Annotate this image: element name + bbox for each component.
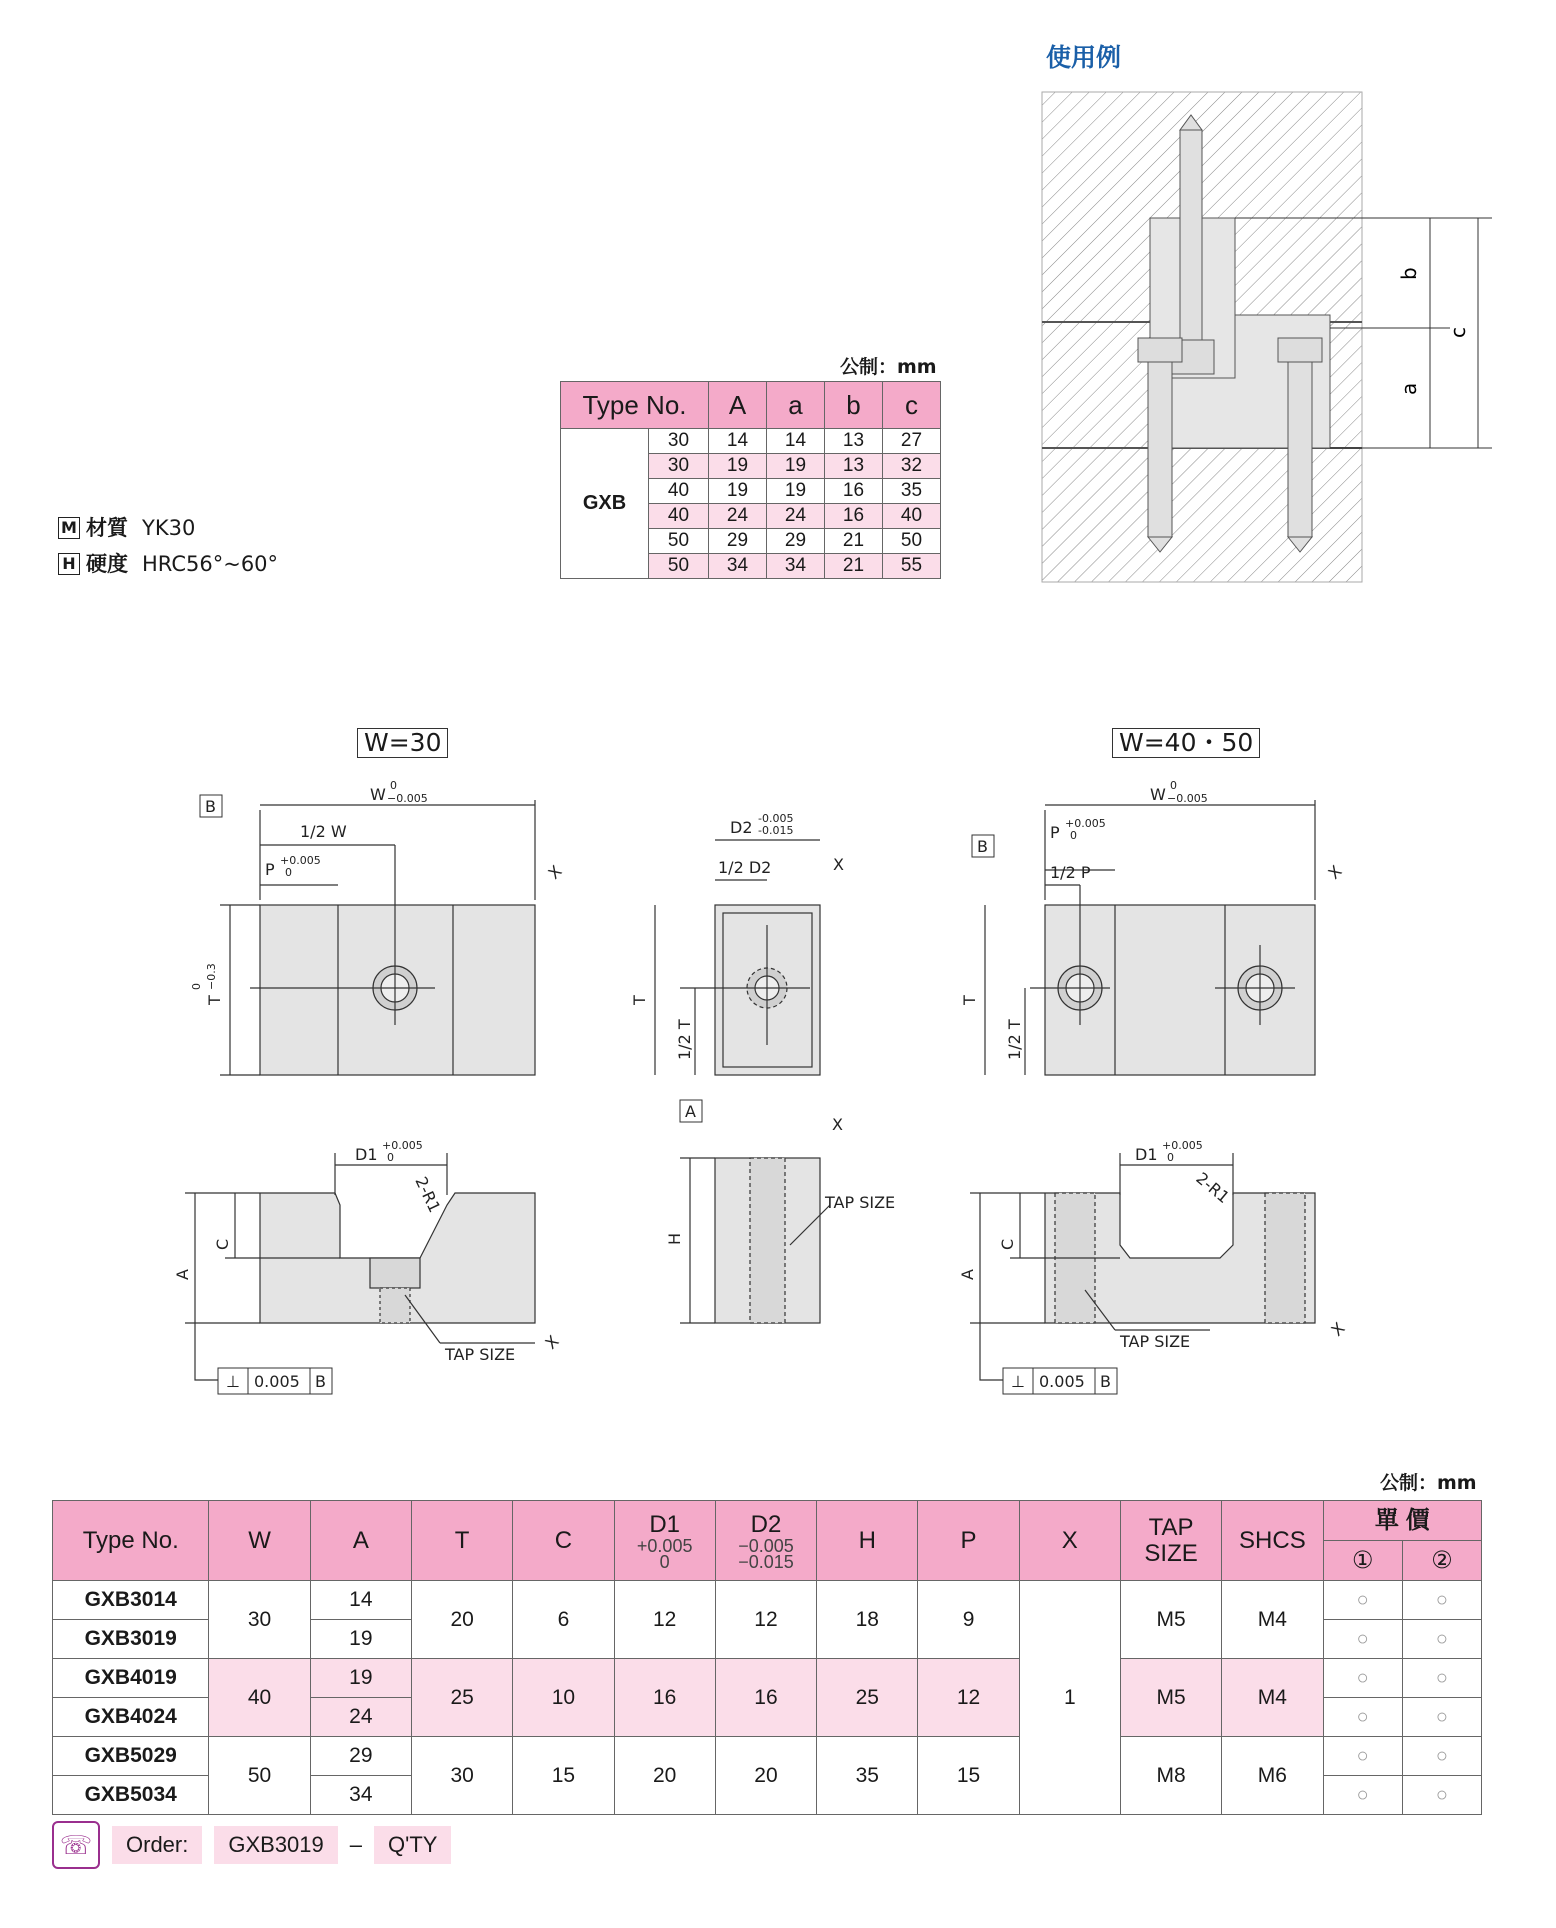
spec-label: 硬度 bbox=[86, 552, 128, 576]
dim-tol: +0.005 bbox=[1162, 1139, 1203, 1152]
table-cell: 40 bbox=[649, 479, 709, 504]
model-cell: GXB4019 bbox=[53, 1659, 209, 1698]
dim-tol: −0.3 bbox=[205, 963, 218, 990]
price-2-checkbox[interactable]: ○ bbox=[1402, 1659, 1481, 1698]
dim-tol: 0 bbox=[390, 779, 397, 792]
table-cell: 32 bbox=[883, 454, 941, 479]
price-2-checkbox[interactable]: ○ bbox=[1402, 1620, 1481, 1659]
table-cell: 13 bbox=[825, 454, 883, 479]
dim-text: D2 bbox=[730, 818, 753, 837]
model-cell: GXB5029 bbox=[53, 1737, 209, 1776]
dim-r1: 2-R1 bbox=[411, 1173, 445, 1216]
dim-tap: TAP SIZE bbox=[1120, 1332, 1191, 1351]
table-cell: 24 bbox=[709, 504, 767, 529]
header-price-2: ② bbox=[1402, 1541, 1481, 1581]
table-cell: 21 bbox=[825, 529, 883, 554]
table-cell: 16 bbox=[825, 504, 883, 529]
table-cell: 14 bbox=[709, 429, 767, 454]
dim-text: T bbox=[205, 995, 224, 1005]
dim-tol: 0 bbox=[1070, 829, 1077, 842]
dim-text: D1 bbox=[355, 1145, 378, 1164]
dim-tol: −0.005 bbox=[387, 792, 428, 805]
dim-tol: -0.005 bbox=[758, 812, 794, 825]
header-tap-line1: TAP bbox=[1148, 1513, 1194, 1541]
table-cell: 34 bbox=[767, 554, 825, 579]
dim-tol: 0 bbox=[387, 1151, 394, 1164]
price-1-checkbox[interactable]: ○ bbox=[1323, 1620, 1402, 1659]
product-spec-table bbox=[52, 1500, 1482, 1815]
price-2-checkbox[interactable]: ○ bbox=[1402, 1776, 1481, 1815]
perpendicularity-icon: ⊥ bbox=[1011, 1372, 1025, 1391]
label-w30: W=30 bbox=[357, 728, 448, 758]
order-example-code: GXB3019 bbox=[214, 1826, 337, 1864]
order-example bbox=[52, 1822, 451, 1868]
perp-value: 0.005 bbox=[254, 1372, 300, 1391]
table-cell: 30 bbox=[209, 1581, 310, 1659]
material-specs bbox=[58, 510, 278, 582]
label-w40-50: W=40・50 bbox=[1112, 728, 1260, 758]
header-shcs: SHCS bbox=[1222, 1501, 1323, 1581]
dim-tol: +0.005 bbox=[280, 854, 321, 867]
dim-text: C bbox=[998, 1238, 1017, 1250]
header-tap-line2: SIZE bbox=[1144, 1539, 1198, 1567]
table-cell: 19 bbox=[709, 479, 767, 504]
table-cell: M4 bbox=[1222, 1659, 1323, 1737]
header-b: b bbox=[825, 382, 883, 429]
table-cell: 18 bbox=[817, 1581, 918, 1659]
table-cell: 35 bbox=[817, 1737, 918, 1815]
table-cell: 12 bbox=[918, 1659, 1019, 1737]
dim-text: 1/2 P bbox=[1050, 863, 1091, 882]
table-cell: 19 bbox=[767, 479, 825, 504]
table-cell: 19 bbox=[767, 454, 825, 479]
table-cell: 13 bbox=[825, 429, 883, 454]
table-cell: 16 bbox=[715, 1659, 816, 1737]
spec-value: HRC56°~60° bbox=[142, 552, 279, 576]
header-d1-tol: 0 bbox=[659, 1551, 670, 1572]
model-cell: GXB3014 bbox=[53, 1581, 209, 1620]
phone-icon: ☏ bbox=[52, 1821, 100, 1869]
dim-tol: 0 bbox=[285, 866, 292, 879]
dim-tol: +0.005 bbox=[1065, 817, 1106, 830]
perp-value: 0.005 bbox=[1039, 1372, 1085, 1391]
dim-c: c bbox=[1446, 327, 1470, 338]
table-cell: 25 bbox=[817, 1659, 918, 1737]
order-label: Order: bbox=[112, 1826, 202, 1864]
table-cell: M5 bbox=[1120, 1659, 1221, 1737]
dim-b: b bbox=[1397, 267, 1421, 280]
price-2-checkbox[interactable]: ○ bbox=[1402, 1698, 1481, 1737]
header-d2-label: D2 bbox=[750, 1510, 782, 1538]
datum-label: A bbox=[685, 1102, 696, 1121]
dim-x: X bbox=[1324, 861, 1346, 883]
header-d2-tol: −0.005 bbox=[738, 1535, 794, 1556]
header-p: P bbox=[918, 1501, 1019, 1581]
table-cell: 35 bbox=[883, 479, 941, 504]
dim-text: H bbox=[665, 1232, 684, 1245]
header-c: C bbox=[513, 1501, 614, 1581]
price-1-checkbox[interactable]: ○ bbox=[1323, 1776, 1402, 1815]
table-cell: 50 bbox=[649, 529, 709, 554]
perpendicularity-icon: ⊥ bbox=[226, 1372, 240, 1391]
table-cell: 50 bbox=[649, 554, 709, 579]
table-cell: 1 bbox=[1019, 1581, 1120, 1815]
table-cell: 40 bbox=[883, 504, 941, 529]
table-cell: 15 bbox=[918, 1737, 1019, 1815]
datum-label: B bbox=[205, 797, 216, 816]
header-type-no: Type No. bbox=[53, 1501, 209, 1581]
usage-example-drawing bbox=[1040, 90, 1500, 590]
model-cell: GXB3019 bbox=[53, 1620, 209, 1659]
header-d2-tol: −0.015 bbox=[738, 1551, 794, 1572]
table-cell: 30 bbox=[411, 1737, 512, 1815]
dim-x: X bbox=[541, 1331, 563, 1353]
dim-tap: TAP SIZE bbox=[825, 1193, 896, 1212]
table-cell: 40 bbox=[649, 504, 709, 529]
header-c: c bbox=[883, 382, 941, 429]
table-cell: 24 bbox=[767, 504, 825, 529]
order-separator: – bbox=[349, 1832, 363, 1857]
table-cell: 50 bbox=[883, 529, 941, 554]
dim-x: X bbox=[833, 855, 844, 874]
dim-a: a bbox=[1397, 382, 1421, 395]
table-cell: 19 bbox=[310, 1620, 411, 1659]
header-A: A bbox=[709, 382, 767, 429]
dim-text: W bbox=[1150, 785, 1166, 804]
dim-text: W bbox=[370, 785, 386, 804]
table-cell: 29 bbox=[310, 1737, 411, 1776]
table-cell: 34 bbox=[709, 554, 767, 579]
table-cell: 25 bbox=[411, 1659, 512, 1737]
dim-text: D1 bbox=[1135, 1145, 1158, 1164]
table-cell: M6 bbox=[1222, 1737, 1323, 1815]
datum-label: B bbox=[977, 837, 988, 856]
hardness-icon: H bbox=[58, 553, 80, 575]
table-cell: 9 bbox=[918, 1581, 1019, 1659]
price-1-checkbox[interactable]: ○ bbox=[1323, 1737, 1402, 1776]
dim-text: 1/2 W bbox=[300, 822, 347, 841]
table-cell: 40 bbox=[209, 1659, 310, 1737]
table-cell: 20 bbox=[715, 1737, 816, 1815]
header-tap-size bbox=[1120, 1501, 1221, 1581]
dim-x: X bbox=[544, 861, 566, 883]
header-a: a bbox=[767, 382, 825, 429]
dim-text: C bbox=[213, 1238, 232, 1250]
dim-text: T bbox=[960, 995, 979, 1005]
header-d1-label: D1 bbox=[649, 1510, 681, 1538]
table-cell: 34 bbox=[310, 1776, 411, 1815]
dim-x: X bbox=[832, 1115, 843, 1134]
table-cell: 21 bbox=[825, 554, 883, 579]
dim-tol: 0 bbox=[1170, 779, 1177, 792]
w-value: 30 bbox=[649, 429, 709, 454]
table-cell: 12 bbox=[614, 1581, 715, 1659]
header-type-no: Type No. bbox=[561, 382, 709, 429]
table-cell: M4 bbox=[1222, 1581, 1323, 1659]
table-row bbox=[53, 1581, 1482, 1620]
header-t: T bbox=[411, 1501, 512, 1581]
usage-example-title: 使用例 bbox=[1046, 43, 1122, 72]
table-cell: 15 bbox=[513, 1737, 614, 1815]
model-cell: GXB4024 bbox=[53, 1698, 209, 1737]
dim-text: P bbox=[1050, 823, 1060, 842]
table-cell: M8 bbox=[1120, 1737, 1221, 1815]
unit-note: 公制：mm bbox=[1380, 1472, 1477, 1494]
spec-material bbox=[58, 510, 278, 546]
model-cell: GXB5034 bbox=[53, 1776, 209, 1815]
unit-note: 公制：mm bbox=[840, 356, 937, 378]
dim-x: X bbox=[1327, 1318, 1349, 1340]
table-cell: 16 bbox=[614, 1659, 715, 1737]
order-qty: Q'TY bbox=[374, 1826, 451, 1864]
dim-text: A bbox=[173, 1269, 192, 1280]
dim-text: T bbox=[630, 995, 649, 1005]
table-cell: 12 bbox=[715, 1581, 816, 1659]
spec-hardness bbox=[58, 546, 278, 582]
price-2-checkbox[interactable]: ○ bbox=[1402, 1737, 1481, 1776]
table-cell: 19 bbox=[709, 454, 767, 479]
table-cell: 24 bbox=[310, 1698, 411, 1737]
dim-text: 1/2 D2 bbox=[718, 858, 772, 877]
price-2-checkbox[interactable]: ○ bbox=[1402, 1581, 1481, 1620]
dim-tol: +0.005 bbox=[382, 1139, 423, 1152]
table-cell: 14 bbox=[767, 429, 825, 454]
dim-text: 1/2 T bbox=[1005, 1019, 1024, 1060]
table-cell: 50 bbox=[209, 1737, 310, 1815]
header-price: 單 價 bbox=[1323, 1501, 1481, 1541]
dim-text: A bbox=[958, 1269, 977, 1280]
dim-text: 1/2 T bbox=[675, 1019, 694, 1060]
header-a: A bbox=[310, 1501, 411, 1581]
table-cell: 20 bbox=[411, 1581, 512, 1659]
table-cell: 14 bbox=[310, 1581, 411, 1620]
table-cell: 29 bbox=[767, 529, 825, 554]
dim-r1: 2-R1 bbox=[1192, 1168, 1234, 1208]
perp-datum: B bbox=[315, 1372, 326, 1391]
table-cell: 6 bbox=[513, 1581, 614, 1659]
dim-tol: 0 bbox=[190, 983, 203, 990]
spec-label: 材質 bbox=[86, 516, 128, 540]
dim-tol: 0 bbox=[1167, 1151, 1174, 1164]
technical-drawings bbox=[150, 775, 1380, 1415]
header-x: X bbox=[1019, 1501, 1120, 1581]
dim-text: P bbox=[265, 860, 275, 879]
table-row bbox=[53, 1737, 1482, 1776]
dimension-lookup-table bbox=[560, 381, 941, 579]
header-d1-tol: +0.005 bbox=[636, 1535, 693, 1556]
header-d2 bbox=[715, 1501, 816, 1581]
table-cell: 16 bbox=[825, 479, 883, 504]
price-1-checkbox[interactable]: ○ bbox=[1323, 1698, 1402, 1737]
type-no-cell: GXB bbox=[561, 429, 649, 579]
header-w: W bbox=[209, 1501, 310, 1581]
table-cell: 27 bbox=[883, 429, 941, 454]
header-price-1: ① bbox=[1323, 1541, 1402, 1581]
table-cell: 29 bbox=[709, 529, 767, 554]
table-cell: 55 bbox=[883, 554, 941, 579]
header-h: H bbox=[817, 1501, 918, 1581]
price-1-checkbox[interactable]: ○ bbox=[1323, 1659, 1402, 1698]
price-1-checkbox[interactable]: ○ bbox=[1323, 1581, 1402, 1620]
spec-value: YK30 bbox=[142, 516, 196, 540]
dim-tol: −0.005 bbox=[1167, 792, 1208, 805]
dim-tol: -0.015 bbox=[758, 824, 794, 837]
table-cell: M5 bbox=[1120, 1581, 1221, 1659]
table-cell: 30 bbox=[649, 454, 709, 479]
header-d1 bbox=[614, 1501, 715, 1581]
dim-tap: TAP SIZE bbox=[445, 1345, 516, 1364]
table-cell: 20 bbox=[614, 1737, 715, 1815]
table-row bbox=[53, 1659, 1482, 1698]
material-icon: M bbox=[58, 517, 80, 539]
perp-datum: B bbox=[1100, 1372, 1111, 1391]
table-cell: 10 bbox=[513, 1659, 614, 1737]
table-cell: 19 bbox=[310, 1659, 411, 1698]
